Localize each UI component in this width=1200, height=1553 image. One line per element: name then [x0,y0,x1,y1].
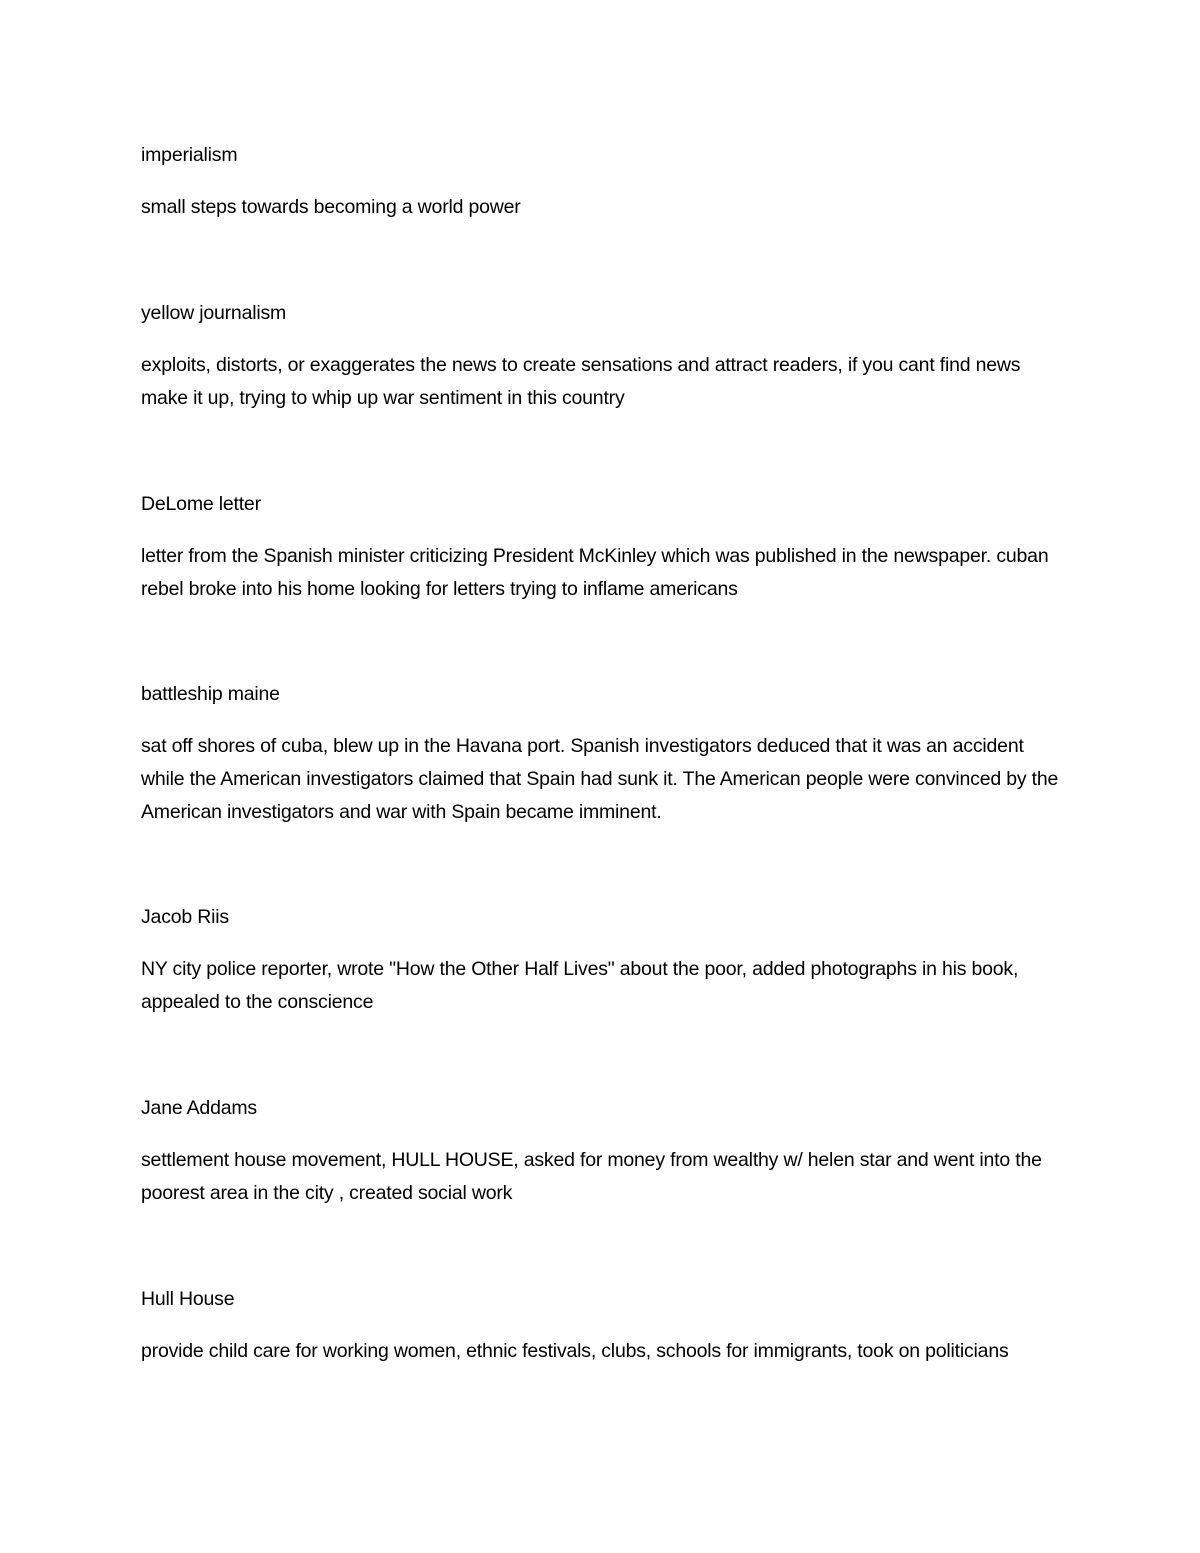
term-heading: yellow journalism [141,302,287,324]
entry-yellow-journalism [141,297,1071,415]
term-heading: Jane Addams [141,1097,257,1119]
term-definition: settlement house movement, HULL HOUSE, asked for money from wealthy w/ helen star and went into the poorest area in the city , created social work [141,1149,1042,1204]
term-definition: provide child care for working women, ethnic festivals, clubs, schools for immigrants, took on politicians [141,1340,1009,1362]
term-definition: small steps towards becoming a world power [141,196,521,218]
entry-jacob-riis [141,901,1071,1019]
term-heading: battleship maine [141,683,280,705]
term-heading: DeLome letter [141,493,261,515]
entry-hull-house [141,1283,1071,1368]
entry-imperialism [141,139,1071,224]
term-definition: exploits, distorts, or exaggerates the news to create sensations and attract readers, if you cant find news make it up, trying to whip up war sentiment in this country [141,354,1021,409]
term-heading: Hull House [141,1288,235,1310]
term-definition: letter from the Spanish minister criticizing President McKinley which was published in the newspaper. cuban rebel broke into his home looking for letters trying to inflame americans [141,545,1049,600]
entry-jane-addams [141,1092,1071,1210]
term-heading: Jacob Riis [141,906,229,928]
term-heading: imperialism [141,144,238,166]
entry-battleship-maine [141,678,1071,829]
term-definition: sat off shores of cuba, blew up in the Havana port. Spanish investigators deduced that it was an accident while the American investigators claimed that Spain had sunk it. The American people were convinced by the American investigators and war with Spain became imminent. [141,735,1059,823]
term-definition: NY city police reporter, wrote "How the Other Half Lives" about the poor, added photographs in his book, appealed to the conscience [141,958,1019,1013]
entry-delome-letter [141,488,1071,606]
